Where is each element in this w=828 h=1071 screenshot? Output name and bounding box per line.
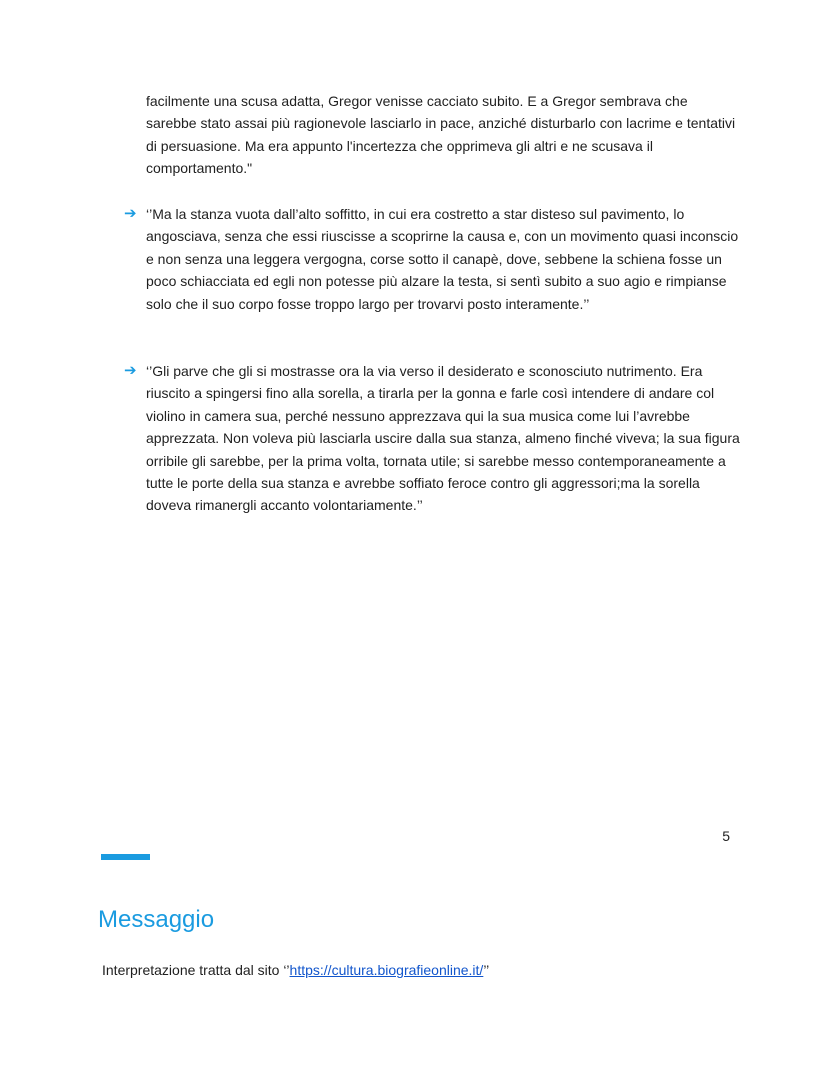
section-heading: Messaggio — [98, 906, 215, 933]
arrow-right-icon: ➔ — [124, 362, 137, 379]
quote-bullet-item — [124, 203, 744, 315]
quote-bullet-item — [124, 360, 744, 517]
arrow-right-icon: ➔ — [124, 205, 137, 222]
source-suffix: ’’ — [483, 962, 490, 978]
page-number: 5 — [722, 828, 730, 844]
quote-text: ‘’Gli parve che gli si mostrasse ora la via verso il desiderato e sconosciuto nutrimento. Era riuscito a spingersi fino alla sorella, a tirarla per la gonna e farle così intendere di andare col violino in camera sua, perché nessuno apprezzava qui la sua musica come lui l’avrebbe apprezzata. Non voleva più lasciarla uscire dalla sua stanza, almeno finché viveva; la sua figura orribile gli sarebbe, per la prima volta, tornata utile; si sarebbe messo contemporaneamente a tutte le porte della sua stanza e avrebbe soffiato feroce contro gli aggressori;ma la sorella doveva rimanergli accanto volontariamente.’’ — [146, 363, 740, 514]
section-accent-bar — [101, 854, 150, 860]
source-line — [102, 960, 489, 980]
source-link[interactable]: https://cultura.biografieonline.it/ — [289, 962, 484, 978]
quote-text: ‘’Ma la stanza vuota dall’alto soffitto, in cui era costretto a star disteso sul pavimento, lo angosciava, senza che essi riuscisse a scoprirne la causa e, con un movimento quasi inconscio e non senza una leggera vergogna, corse sotto il canapè, dove, sebbene la schiena fosse un poco schiacciata ed egli non potesse più alzare la testa, si sentì subito a suo agio e rimpianse solo che il suo corpo fosse troppo largo per trovarvi posto interamente.’’ — [146, 206, 739, 312]
continuation-paragraph: facilmente una scusa adatta, Gregor venisse cacciato subito. E a Gregor sembrava che sarebbe stato assai più ragionevole lasciarlo in pace, anziché disturbarlo con lacrime e tentativi di persuasione. Ma era appunto l'incertezza che opprimeva gli altri e ne scusava il comportamento." — [146, 93, 736, 177]
source-prefix: Interpretazione tratta dal sito ‘’ — [102, 962, 290, 978]
